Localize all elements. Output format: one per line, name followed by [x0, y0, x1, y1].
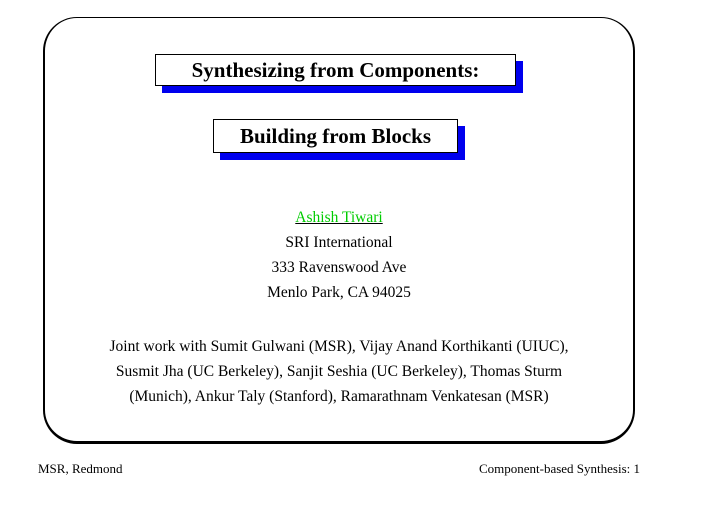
collaborators-line: Joint work with Sumit Gulwani (MSR), Vijay Anand Korthikanti (UIUC),: [109, 338, 569, 355]
collaborators-line: (Munich), Ankur Taly (Stanford), Ramarathnam Venkatesan (MSR): [129, 388, 549, 405]
affiliation-city: Menlo Park, CA 94025: [267, 284, 411, 301]
author-block: [43, 205, 635, 230]
author-name-link[interactable]: Ashish Tiwari: [295, 209, 383, 226]
slide-title: Synthesizing from Components:: [155, 54, 516, 86]
affiliation-street: 333 Ravenswood Ave: [271, 259, 407, 276]
footer-page-label: Component-based Synthesis: 1: [478, 461, 640, 476]
affiliation-block: [43, 230, 635, 305]
collaborators-block: [43, 334, 635, 409]
collaborators-line: Susmit Jha (UC Berkeley), Sanjit Seshia (UC Berkeley), Thomas Sturm: [115, 363, 563, 380]
affiliation-org: SRI International: [285, 234, 393, 251]
slide-subtitle: Building from Blocks: [213, 119, 458, 153]
footer-venue: MSR, Redmond: [38, 461, 123, 476]
